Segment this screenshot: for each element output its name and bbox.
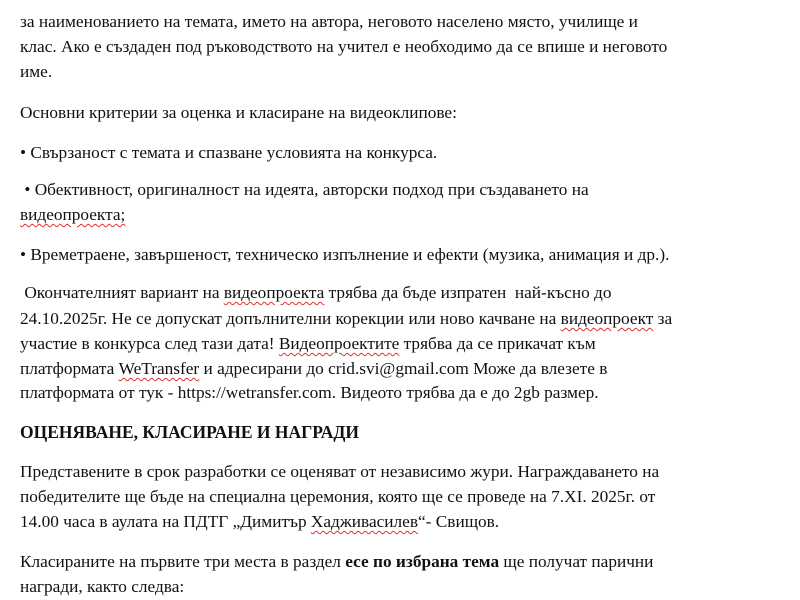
text-run: Класираните на първите три места в раздел [20, 552, 346, 571]
text-run: име. [20, 62, 53, 81]
bullet-item-line [20, 143, 437, 163]
paragraph-line [20, 512, 499, 532]
text-run: трябва да бъде изпратен най-късно до [324, 283, 612, 302]
bullet-item-line [20, 245, 669, 265]
text-run: победителите ще бъде на специална церемония, която ще се проведе на 7.XI. 2025г. от [20, 487, 656, 506]
text-run: Окончателният вариант на [20, 283, 224, 302]
paragraph-line [20, 359, 607, 379]
paragraph-line [20, 62, 52, 82]
text-run: за наименованието на темата, името на автора, неговото населено място, училище и [20, 12, 638, 31]
paragraph-line [20, 309, 672, 329]
text-run: Основни критерии за оценка и класиране на видеоклипове: [20, 103, 457, 122]
text-run: ще получат парични [499, 552, 654, 571]
paragraph-line [20, 552, 653, 572]
text-run: 14.00 часа в аулата на ПДТГ „Димитър [20, 512, 311, 531]
bullet-item-line [20, 180, 589, 200]
paragraph-line [20, 462, 659, 482]
text-run: награди, както следва: [20, 577, 185, 596]
text-run: 24.10.2025г. Не се допускат допълнителни корекции или ново качване на [20, 309, 561, 328]
text-run: ОЦЕНЯВАНЕ, КЛАСИРАНЕ И НАГРАДИ [20, 422, 359, 442]
spellcheck-flagged-word: видеопроекта; [20, 205, 126, 224]
text-run: Представените в срок разработки се оценяват от независимо жури. Награждаването на [20, 462, 660, 481]
spellcheck-flagged-word: видеопроекта [223, 283, 325, 302]
text-run: участие в конкурса след тази дата! [20, 334, 279, 353]
text-run: и адресирани до crid.svi@gmail.com Може да влезете в [199, 359, 608, 378]
text-run: • Времетраене, завършеност, техническо изпълнение и ефекти (музика, анимация и др.). [20, 245, 670, 264]
text-run: за [653, 309, 673, 328]
paragraph-line [20, 103, 457, 123]
text-run: платформата от тук - https://wetransfer.com. Видеото трябва да е до 2gb размер. [20, 383, 599, 402]
paragraph-line [20, 383, 599, 403]
paragraph-line [20, 577, 184, 597]
bold-text: есе по избрана тема [345, 552, 500, 571]
paragraph-line [20, 283, 611, 303]
text-run: трябва да се прикачат към [399, 334, 596, 353]
text-run: клас. Ако е създаден под ръководството на учител е необходимо да се впише и неговото [20, 37, 668, 56]
text-run: “- Свищов. [418, 512, 500, 531]
spellcheck-flagged-word: Видеопроектите [278, 334, 400, 353]
bullet-item-line [20, 205, 125, 225]
section-heading [20, 422, 359, 442]
spellcheck-flagged-word: видеопроект [560, 309, 654, 328]
paragraph-line [20, 37, 667, 57]
paragraph-line [20, 487, 655, 507]
text-run: платформата [20, 359, 119, 378]
text-run: • Обективност, оригиналност на идеята, авторски подход при създаването на [20, 180, 589, 199]
spellcheck-flagged-word: Хадживаcилев [310, 512, 419, 531]
paragraph-line [20, 334, 596, 354]
spellcheck-flagged-word: WeTransfer [118, 359, 200, 378]
paragraph-line [20, 12, 638, 32]
text-run: • Свързаност с темата и спазване условията на конкурса. [20, 143, 438, 162]
